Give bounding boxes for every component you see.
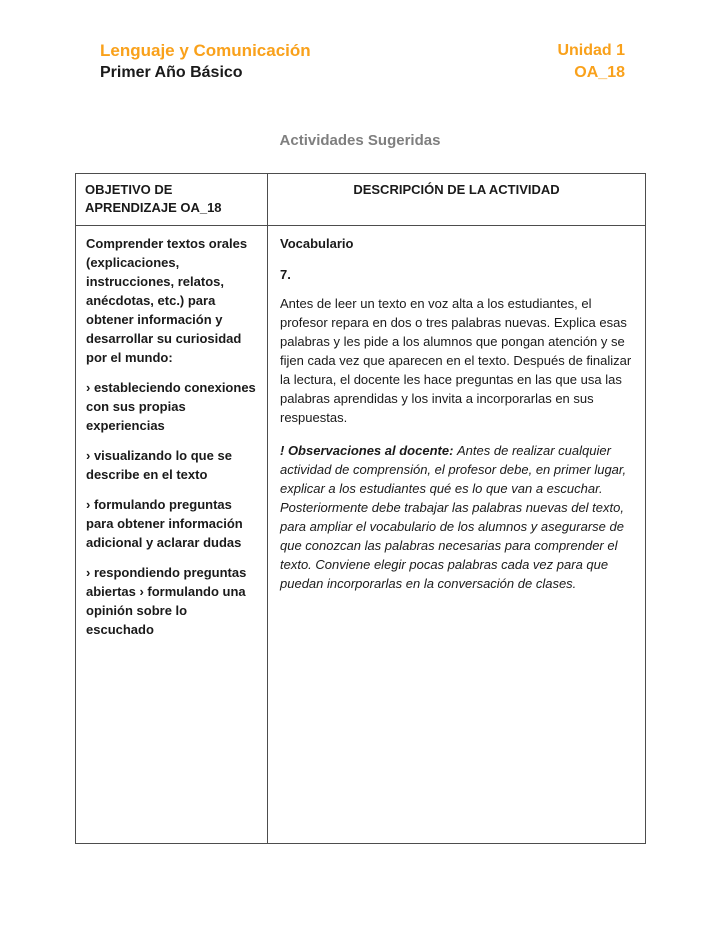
objective-column-header: OBJETIVO DE APRENDIZAJE OA_18 (76, 174, 268, 226)
header-left-block (100, 40, 311, 83)
grade-subtitle: Primer Año Básico (100, 64, 243, 81)
activity-description: Antes de leer un texto en voz alta a los estudiantes, el profesor repara en dos o tres palabras nuevas. Explica esas palabras y les pide a los alumnos que pongan atención y se fijen cada vez que aparecen en el texto. Después de finalizar la lectura, el docente les hace preguntas en las que usa las palabras aprendidas y los invita a incorporarlas en sus respuestas. (280, 296, 632, 425)
objective-item: › estableciendo conexiones con sus propias experiencias (86, 380, 256, 433)
section-title: Actividades Sugeridas (279, 132, 441, 149)
teacher-observations (280, 441, 633, 593)
objective-item: › visualizando lo que se describe en el texto (86, 448, 232, 482)
activities-table (75, 173, 646, 844)
observations-text: Antes de realizar cualquier actividad de comprensión, el profesor debe, en primer lugar, explicar a los estudiantes qué es lo que van a escuchar. Posteriormente debe trabajar las palabras nuevas del texto, para ampliar el vocabulario de los alumnos y asegurarse de que conozcan las palabras necesarias para comprender el texto. Conviene elegir pocas palabras cada vez para que puedan incorporarlas en la conversación de clases. (280, 443, 627, 591)
oa-label: OA_18 (574, 64, 625, 81)
activity-number: 7. (280, 267, 291, 282)
objective-item: › respondiendo preguntas abiertas › formulando una opinión sobre lo escuchado (86, 565, 247, 637)
objective-intro: Comprender textos orales (explicaciones, instrucciones, relatos, anécdotas, etc.) para obtener información y desarrollar su curiosidad por el mundo: (86, 236, 248, 365)
objective-cell (76, 226, 268, 844)
activity-category-heading: Vocabulario (280, 236, 354, 251)
observations-lead: ! Observaciones al docente: (280, 443, 458, 458)
description-column-header: DESCRIPCIÓN DE LA ACTIVIDAD (268, 174, 646, 226)
header-right-block (557, 40, 625, 84)
objective-item: › formulando preguntas para obtener información adicional y aclarar dudas (86, 497, 243, 550)
table-body-row (76, 226, 646, 844)
subject-title: Lenguaje y Comunicación (100, 41, 311, 60)
document-header (0, 0, 720, 84)
description-cell (268, 226, 646, 844)
table-header-row (76, 174, 646, 226)
unit-label: Unidad 1 (557, 42, 625, 59)
